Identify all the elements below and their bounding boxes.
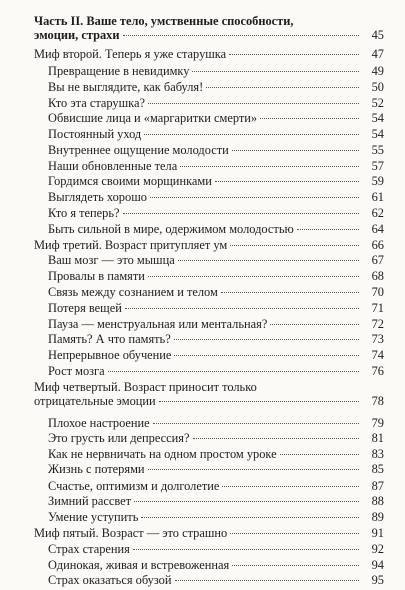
page-number: 71 (371, 300, 384, 315)
toc-heading-line2: эмоции, страхи (34, 28, 120, 42)
dot-leader (134, 501, 359, 502)
page-number: 66 (371, 237, 384, 252)
toc-entry-title: Память? А что память? (48, 332, 171, 347)
dot-leader (141, 517, 359, 518)
page-number: 67 (371, 253, 384, 268)
page-number: 85 (371, 462, 384, 477)
toc-row (48, 479, 384, 493)
page-number: 88 (371, 494, 384, 509)
toc-entry (48, 416, 384, 430)
toc-row (48, 348, 384, 362)
page-number: 62 (371, 205, 384, 220)
page-number: 59 (371, 174, 384, 189)
toc-entry (48, 494, 384, 508)
dot-leader (280, 454, 359, 455)
page-number: 76 (371, 364, 384, 379)
toc-entry-title: Как не нервничать на одном простом уроке (48, 446, 277, 461)
toc-entry-title: Превращение в невидимку (48, 63, 190, 78)
toc-entry (48, 174, 384, 188)
page-number: 81 (371, 431, 384, 446)
toc-entry-title: Счастье, оптимизм и долголетие (48, 478, 220, 493)
dot-leader (178, 260, 359, 261)
toc-row (48, 542, 384, 556)
toc-heading (34, 14, 384, 42)
page-number: 73 (371, 332, 384, 347)
dot-leader (270, 324, 359, 325)
toc-entry (48, 143, 384, 157)
toc-entry-title: Вы не выглядите, как бабуля! (48, 80, 204, 94)
toc-row (48, 253, 384, 267)
toc-entry-title: Выглядеть хорошо (48, 190, 147, 204)
toc-entry (48, 431, 384, 445)
toc-entry (48, 558, 384, 572)
dot-leader (174, 355, 359, 356)
toc-row (48, 80, 384, 94)
dot-leader (260, 118, 359, 119)
toc-row (34, 47, 384, 61)
dot-leader (175, 580, 360, 581)
toc-entry-title: Потеря вещей (48, 300, 122, 315)
dot-leader (232, 565, 359, 566)
toc-entry (48, 542, 384, 556)
dot-leader (206, 87, 359, 88)
toc-row (48, 222, 384, 236)
toc-entry-title: Страх оказаться обузой (48, 573, 172, 588)
toc-entry (48, 285, 384, 299)
toc-entry (48, 332, 384, 346)
toc-heading-line1: Часть II. Ваше тело, умственные способности, (34, 14, 294, 28)
dot-leader (133, 549, 359, 550)
page-number: 47 (371, 47, 384, 61)
toc-entry-title: Обвисшие лица и «маргаритки смерти» (48, 111, 258, 126)
toc-heading (34, 526, 384, 540)
toc-row (34, 28, 384, 42)
toc-row (48, 317, 384, 331)
toc-entry-title: Рост мозга (48, 364, 105, 379)
toc-row (48, 111, 384, 125)
page-number: 72 (371, 316, 384, 331)
toc-row (48, 143, 384, 157)
toc-row (48, 127, 384, 141)
toc-row (48, 364, 384, 378)
page-number: 55 (371, 143, 384, 158)
toc-entry-title: Плохое настроение (48, 415, 150, 430)
dot-leader (123, 213, 359, 214)
page-number: 91 (371, 525, 384, 540)
toc-row (48, 159, 384, 173)
dot-leader (221, 292, 359, 293)
toc-row (48, 190, 384, 204)
toc-entry-title: Миф пятый. Возраст — это страшно (34, 525, 228, 540)
dot-leader (229, 54, 359, 55)
page-number: 87 (371, 478, 384, 493)
toc-entry (48, 96, 384, 110)
toc-row (48, 462, 384, 476)
toc-heading (34, 380, 384, 408)
dot-leader (193, 438, 359, 439)
dot-leader (192, 71, 359, 72)
dot-leader (148, 469, 359, 470)
toc-entry (48, 348, 384, 362)
page-number: 64 (371, 222, 384, 237)
page-number: 68 (371, 268, 384, 283)
toc-row (48, 269, 384, 283)
toc-entry-title: Страх старения (48, 542, 130, 556)
toc-entry-title: Жизнь с потерями (48, 462, 145, 477)
page-number: 45 (371, 28, 384, 42)
toc-entry (48, 222, 384, 236)
page-number: 50 (371, 80, 384, 94)
toc-heading (34, 238, 384, 252)
toc-row (48, 494, 384, 508)
page-number: 70 (371, 285, 384, 300)
toc-entry-title: Миф третий. Возраст притупляет ум (34, 237, 228, 252)
toc-entry-title: Непрерывное обучение (48, 347, 172, 362)
page-number: 54 (371, 111, 384, 126)
dot-leader (230, 245, 359, 246)
dot-leader (148, 103, 359, 104)
toc-entry-title: Внутреннее ощущение молодости (48, 143, 229, 158)
toc-row (48, 558, 384, 572)
toc-entry (48, 64, 384, 78)
toc-row (48, 96, 384, 110)
toc-entry (48, 159, 384, 173)
page-number: 92 (371, 542, 384, 556)
page-number: 95 (371, 573, 384, 588)
toc-entry (48, 190, 384, 204)
dot-leader (125, 308, 359, 309)
toc-entry-title: Умение уступить (48, 509, 139, 524)
toc-entry (48, 573, 384, 587)
toc-heading-line2: отрицательные эмоции (34, 393, 156, 408)
toc-entry (48, 479, 384, 493)
dot-leader (297, 229, 359, 230)
toc-row (48, 332, 384, 346)
toc-entry (48, 510, 384, 524)
toc-entry-title: Кто я теперь? (48, 205, 120, 220)
toc-entry (48, 364, 384, 378)
toc-entry (48, 206, 384, 220)
dot-leader (180, 166, 359, 167)
toc-entry (48, 317, 384, 331)
toc-entry (48, 253, 384, 267)
toc-row (48, 206, 384, 220)
dot-leader (222, 486, 359, 487)
page-number: 78 (371, 393, 384, 408)
toc-row (48, 431, 384, 445)
toc-entry-title: Миф второй. Теперь я уже старушка (34, 47, 227, 61)
dot-leader (150, 197, 359, 198)
toc-entry (48, 269, 384, 283)
toc-entry (48, 127, 384, 141)
page-number: 49 (371, 63, 384, 78)
page-number: 52 (371, 95, 384, 110)
toc-entry-title: Наши обновленные тела (48, 158, 178, 173)
toc-entry (48, 301, 384, 315)
dot-leader (123, 35, 360, 36)
page-number: 83 (371, 446, 384, 461)
toc-row (34, 238, 384, 252)
toc-entry (48, 111, 384, 125)
toc-entry-title: Это грусть или депрессия? (48, 431, 190, 446)
toc-entry (48, 80, 384, 94)
toc-row (48, 447, 384, 461)
dot-leader (230, 533, 359, 534)
toc-entry (48, 462, 384, 476)
dot-leader (174, 339, 359, 340)
toc-row (48, 416, 384, 430)
toc-entry-title: Связь между сознанием и телом (48, 285, 218, 300)
toc-entry-title: Ваш мозг — это мышца (48, 253, 175, 268)
toc-entry-title: Гордимся своими морщинками (48, 174, 212, 189)
page-number: 89 (371, 509, 384, 524)
dot-leader (232, 150, 359, 151)
dot-leader (144, 134, 359, 135)
page-number: 74 (371, 347, 384, 362)
toc-heading-line1: Миф четвертый. Возраст приносит только (34, 379, 257, 394)
toc-entry-title: Одинокая, живая и встревоженная (48, 557, 230, 572)
dot-leader (215, 181, 359, 182)
page-number: 54 (371, 126, 384, 141)
toc-entry-title: Провалы в памяти (48, 268, 145, 283)
page-number: 94 (371, 557, 384, 572)
toc-entry-title: Кто эта старушка? (48, 95, 145, 110)
toc-row (48, 174, 384, 188)
dot-leader (159, 401, 359, 402)
toc-row (48, 285, 384, 299)
toc-row (48, 510, 384, 524)
toc-entry-title: Постоянный уход (48, 126, 142, 141)
page-number: 79 (371, 415, 384, 430)
page-number: 57 (371, 158, 384, 173)
toc-row (48, 64, 384, 78)
toc-heading (34, 47, 384, 61)
toc-entry-title: Зимний рассвет (48, 494, 132, 509)
toc-row (48, 301, 384, 315)
dot-leader (153, 423, 359, 424)
toc-row (34, 526, 384, 540)
dot-leader (148, 276, 359, 277)
toc-row (48, 573, 384, 587)
toc-entry (48, 447, 384, 461)
toc-row (34, 394, 384, 408)
dot-leader (108, 371, 359, 372)
toc-entry-title: Пауза — менструальная или ментальная? (48, 316, 268, 331)
toc-entry-title: Быть сильной в мире, одержимом молодостью (48, 222, 294, 237)
page-number: 61 (371, 190, 384, 204)
